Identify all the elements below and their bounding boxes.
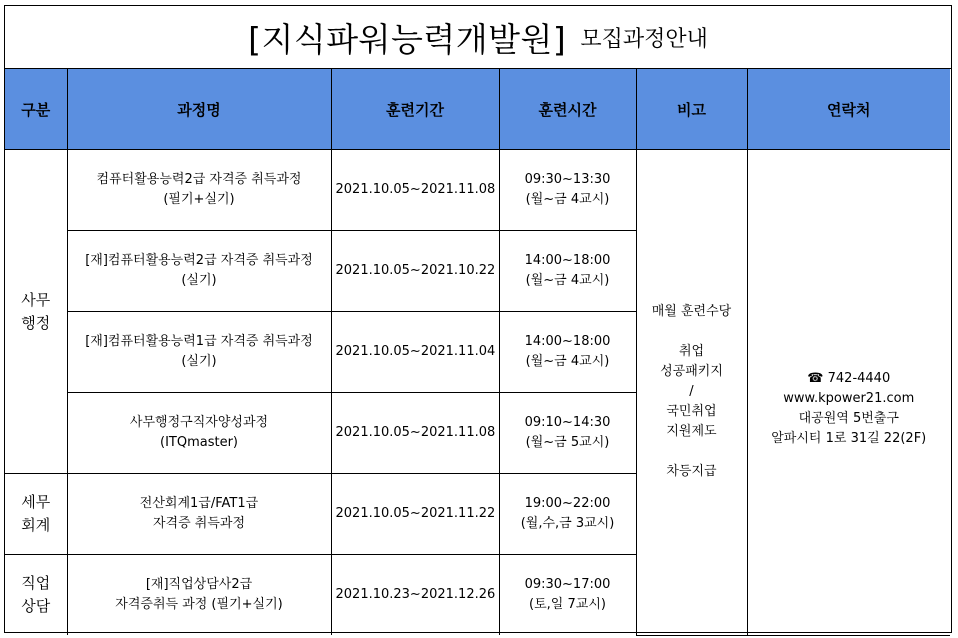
- course-period: 2021.10.05~2021.11.08: [331, 393, 499, 474]
- course-time: 14:00~18:00 (월~금 4교시): [499, 231, 636, 312]
- course-time: 19:00~22:00 (월,수,금 3교시): [499, 474, 636, 555]
- course-time: 09:30~13:30 (월~금 4교시): [499, 150, 636, 231]
- course-name: 컴퓨터활용능력2급 자격증 취득과정 (필기+실기): [67, 150, 331, 231]
- course-guide-sheet: [4, 5, 952, 633]
- header-course-name: 과정명: [67, 69, 331, 150]
- address-line-1: 대공원역 5번출구: [798, 411, 899, 427]
- course-time: 14:00~18:00 (월~금 4교시): [499, 312, 636, 393]
- course-time: 09:30~17:00 (토,일 7교시): [499, 555, 636, 636]
- course-time: 09:10~14:30 (월~금 5교시): [499, 393, 636, 474]
- course-name: 사무행정구직자양성과정 (ITQmaster): [67, 393, 331, 474]
- category-tax-accounting: 세무 회계: [5, 474, 67, 555]
- note-cell: 매월 훈련수당 취업 성공패키지 / 국민취업 지원제도 차등지급: [636, 150, 747, 636]
- category-office-admin: 사무 행정: [5, 150, 67, 474]
- page-title: [지식파워능력개발원]: [248, 19, 567, 59]
- course-name: 전산회계1급/FAT1급 자격증 취득과정: [67, 474, 331, 555]
- table-header-row: [5, 69, 950, 150]
- address-line-2: 알파시티 1로 31길 22(2F): [771, 431, 927, 447]
- page-subtitle: 모집과정안내: [580, 26, 708, 52]
- header-contact: 연락처: [747, 69, 950, 150]
- course-period: 2021.10.05~2021.10.22: [331, 231, 499, 312]
- category-career-counseling: 직업 상담: [5, 555, 67, 636]
- header-time: 훈련시간: [499, 69, 636, 150]
- header-note: 비고: [636, 69, 747, 150]
- course-name: [재]직업상담사2급 자격증취득 과정 (필기+실기): [67, 555, 331, 636]
- table-row: [5, 150, 950, 231]
- course-period: 2021.10.05~2021.11.08: [331, 150, 499, 231]
- header-period: 훈련기간: [331, 69, 499, 150]
- header-category: 구분: [5, 69, 67, 150]
- course-period: 2021.10.23~2021.12.26: [331, 555, 499, 636]
- phone-number: 742-4440: [827, 371, 891, 387]
- contact-cell: [747, 150, 950, 636]
- phone-icon: ☎: [807, 371, 824, 387]
- title-row: [5, 6, 951, 69]
- course-period: 2021.10.05~2021.11.04: [331, 312, 499, 393]
- course-name: [재]컴퓨터활용능력2급 자격증 취득과정 (실기): [67, 231, 331, 312]
- course-period: 2021.10.05~2021.11.22: [331, 474, 499, 555]
- website: www.kpower21.com: [783, 391, 915, 407]
- course-table: [5, 69, 950, 636]
- course-name: [재]컴퓨터활용능력1급 자격증 취득과정 (실기): [67, 312, 331, 393]
